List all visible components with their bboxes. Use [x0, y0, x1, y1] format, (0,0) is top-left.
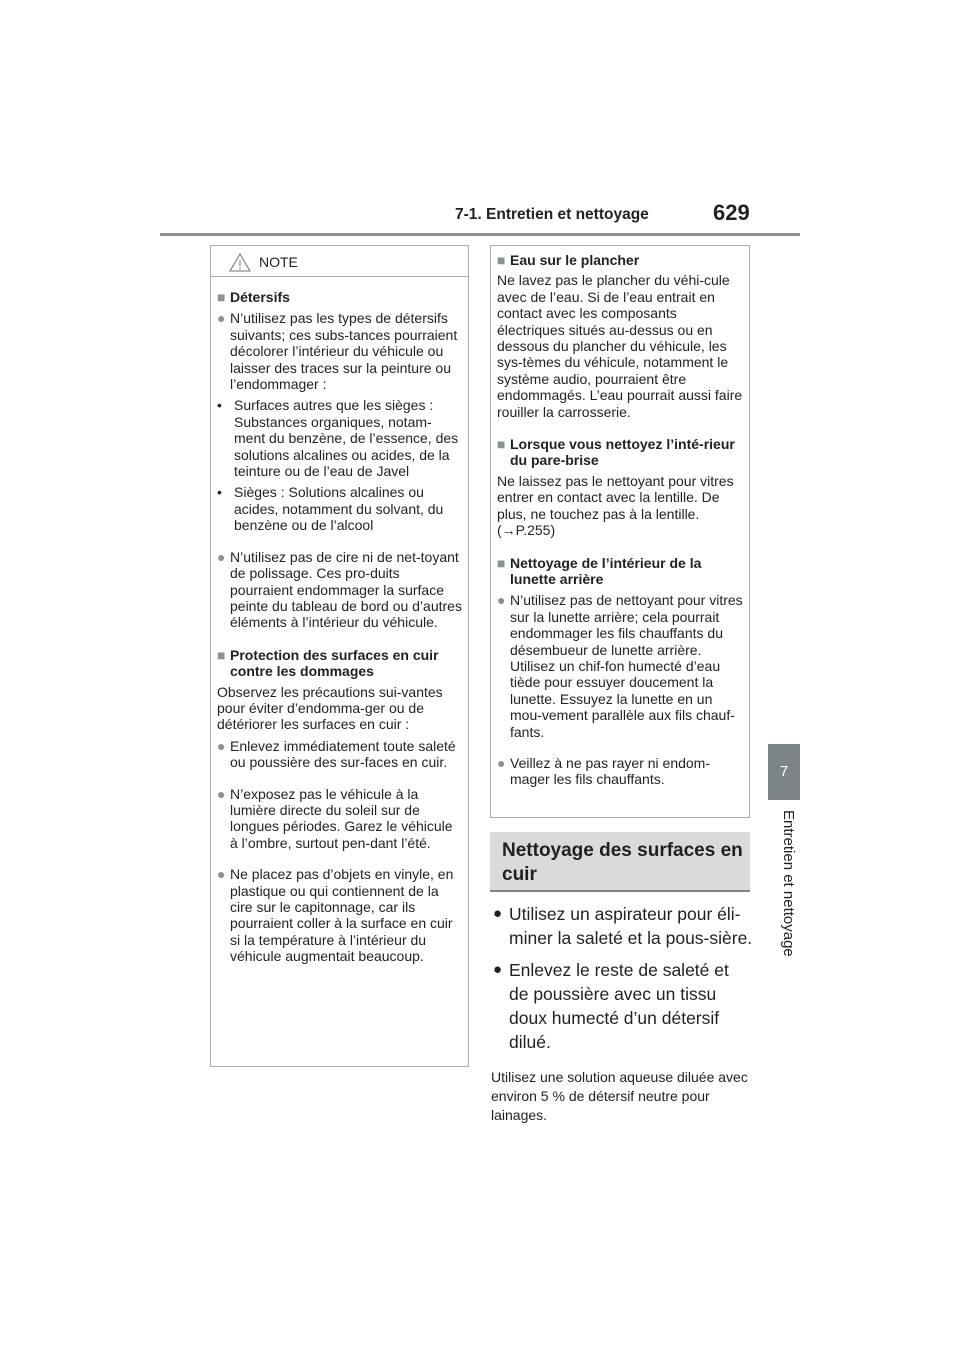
instruction-list	[493, 902, 753, 1062]
list-item-text: Enlevez le reste de saleté et de poussière avec un tissu doux humecté d’un détersif dilué.	[509, 960, 729, 1052]
section-title: 7-1. Entretien et nettoyage	[455, 206, 649, 223]
note-subheading-text: Protection des surfaces en cuir contre les dommages	[230, 646, 439, 680]
list-item-text: acides, notamment du solvant, du benzène ou de l’alcool	[234, 500, 444, 534]
list-item-text: Utilisez un aspirateur pour éli-miner la saleté et la pous-sière.	[509, 904, 753, 948]
list-item-text: Veillez à ne pas rayer ni endom-mager les fils chauffants.	[510, 754, 710, 788]
note-subheading-text: Eau sur le plancher	[510, 252, 640, 268]
note-subheading-text: Détersifs	[230, 289, 290, 305]
note-box-continued	[490, 245, 750, 818]
section-heading: Nettoyage des surfaces en cuir	[490, 832, 750, 892]
list-item-text: Surfaces autres que les sièges :	[234, 397, 434, 414]
chapter-tab: 7	[768, 744, 800, 800]
list-item	[217, 484, 462, 500]
page-number: 629	[713, 200, 750, 225]
header-rule	[160, 233, 800, 236]
list-item-text: Ne placez pas d’objets en vinyle, en plastique ou qui contiennent de la cire sur le capitonnage, car ils pourraient coller à la surface en cuir si la température à l’intérieur du véhicule augmentait beaucoup.	[230, 866, 454, 965]
chapter-tab-label: Entretien et nettoyage	[780, 810, 797, 957]
square-bullet-icon: ■	[497, 436, 506, 453]
list-item	[217, 786, 462, 852]
list-item-text: Enlevez immédiatement toute saleté ou poussière des sur-faces en cuir.	[230, 737, 456, 771]
note-box	[210, 245, 469, 1067]
list-item	[493, 902, 753, 950]
list-item	[497, 592, 743, 740]
dot-bullet-icon: ●	[217, 737, 226, 754]
list-item-text: N’utilisez pas les types de détersifs suivants; ces subs-tances pourraient décolorer l’intérieur du véhicule ou laisser des traces sur la peinture ou l’endommager :	[230, 310, 458, 393]
paragraph: Utilisez une solution aqueuse diluée avec environ 5 % de détersif neutre pour lainages.	[491, 1069, 748, 1123]
note-subheading-text: Lorsque vous nettoyez l’inté-rieur du pare-brise	[510, 436, 735, 469]
list-item-text: N’utilisez pas de nettoyant pour vitres sur la lunette arrière; cela pourrait endommager les fils chauffants du désembueur de lunette arrière. Utilisez un chif-fon humecté d’eau tiède pour essuyer doucement la lunette. Essuyez la lunette en un mou-vement parallèle aux fils chauf-fants.	[510, 592, 743, 740]
warning-triangle-icon	[229, 253, 251, 272]
dot-bullet-icon: ●	[497, 592, 506, 609]
list-item-text: Sièges : Solutions alcalines ou	[234, 484, 424, 501]
list-item	[493, 958, 753, 1054]
list-item	[217, 866, 462, 964]
paragraph: Observez les précautions sui-vantes pour éviter d’endomma-ger ou de détériorer les surfaces en cuir :	[217, 683, 443, 733]
paragraph: Ne laissez pas le nettoyant pour vitres entrer en contact avec la lentille. De plus, ne touchez pas à la lentille. (→P.255)	[497, 472, 734, 539]
square-bullet-icon: ■	[497, 554, 506, 571]
note-subheading	[497, 436, 743, 469]
dot-bullet-icon: ●	[217, 785, 226, 802]
dash-bullet-icon: •	[217, 397, 222, 414]
dot-bullet-icon: ●	[497, 754, 506, 771]
note-subheading	[497, 555, 743, 588]
list-item	[217, 549, 462, 631]
dash-bullet-icon: •	[217, 484, 222, 501]
dot-bullet-icon: ●	[217, 548, 226, 565]
dot-bullet-icon: ●	[493, 961, 503, 978]
dot-bullet-icon: ●	[493, 905, 503, 922]
list-item-text: Substances organiques, notam-ment du benzène, de l’essence, des solutions alcalines ou acides, de la teinture ou de l’eau de Javel	[234, 413, 459, 480]
dot-bullet-icon: ●	[217, 866, 226, 883]
square-bullet-icon: ■	[497, 252, 506, 268]
dot-bullet-icon: ●	[217, 310, 226, 327]
list-item-text: N’exposez pas le véhicule à la lumière directe du soleil sur de longues périodes. Garez le véhicule à l’ombre, surtout pen-dant l’été.	[230, 785, 453, 851]
note-subheading-text: Nettoyage de l’intérieur de la lunette arrière	[510, 554, 702, 587]
note-title: NOTE	[259, 254, 298, 270]
list-item	[497, 755, 743, 788]
note-subheading	[217, 647, 462, 680]
list-item	[217, 738, 462, 771]
note-header	[211, 246, 468, 277]
note-subheading	[497, 252, 743, 268]
list-item	[217, 397, 462, 413]
note-subheading	[217, 289, 462, 305]
paragraph: Ne lavez pas le plancher du véhi-cule avec de l’eau. Si de l’eau entrait en contact avec les composants électriques situés au-dessus ou en dessous du plancher du véhicule, les sys-tèmes du véhicule, notamment le système audio, pourraient être endommagés. L’eau pourrait aussi faire rouiller la carrosserie.	[497, 272, 743, 420]
square-bullet-icon: ■	[217, 646, 226, 663]
square-bullet-icon: ■	[217, 289, 226, 305]
list-item-text: N’utilisez pas de cire ni de net-toyant de polissage. Ces pro-duits pourraient endommager la surface peinte du tableau de bord ou d’autres éléments à l’intérieur du véhicule.	[230, 548, 462, 631]
list-item	[217, 310, 462, 392]
